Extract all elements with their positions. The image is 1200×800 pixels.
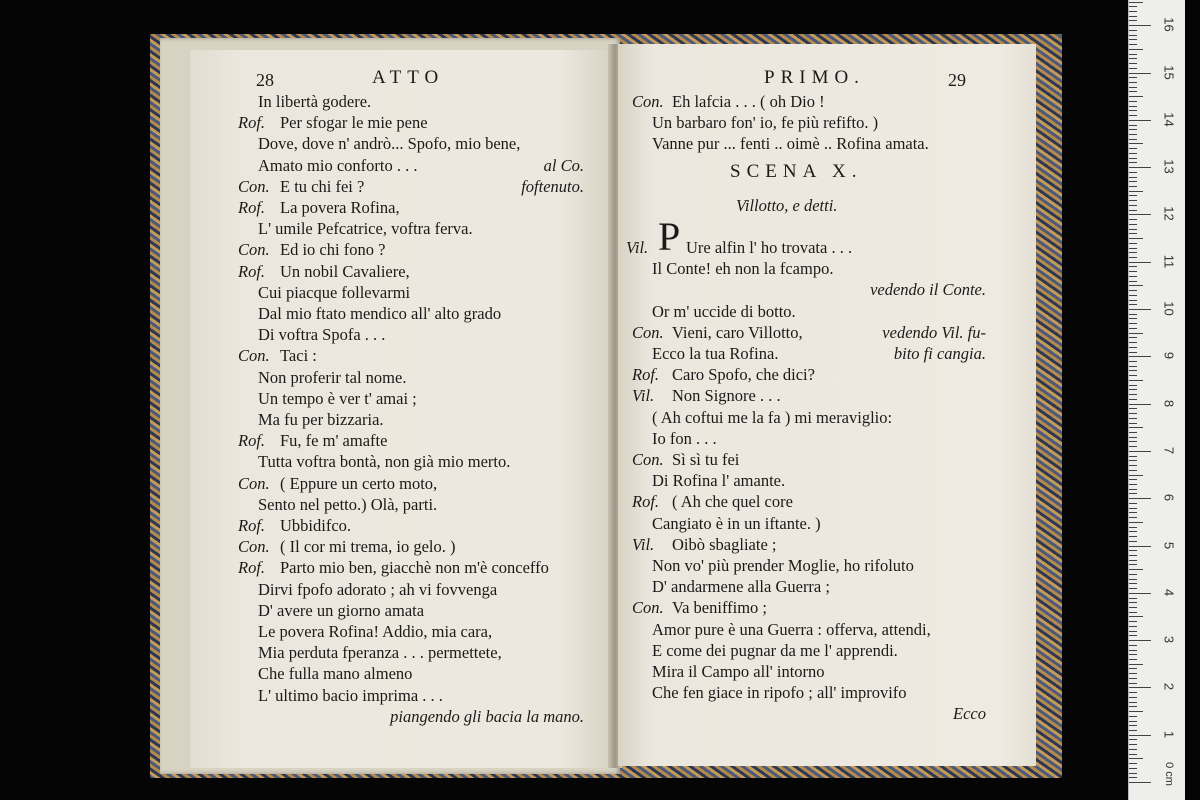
ruler-tick xyxy=(1129,640,1151,641)
ruler-tick xyxy=(1129,58,1137,59)
ruler-tick xyxy=(1129,167,1151,168)
ruler-tick xyxy=(1129,54,1137,55)
ruler-number: 12 xyxy=(1161,206,1177,222)
ruler-tick xyxy=(1129,262,1151,263)
stage-direction: bito fi cangia. xyxy=(893,344,986,363)
ruler-tick xyxy=(1129,423,1137,424)
ruler-tick xyxy=(1129,654,1137,655)
speaker-label: Rof. xyxy=(238,261,266,281)
ruler-tick xyxy=(1129,309,1151,310)
ruler-tick xyxy=(1129,181,1137,182)
text-line: ( Ah che quel core xyxy=(672,492,793,512)
ruler-number: 11 xyxy=(1161,254,1177,268)
ruler-tick xyxy=(1129,517,1137,518)
ruler-tick xyxy=(1129,290,1137,291)
text-line: Cui piacque follevarmi xyxy=(258,282,411,302)
ruler-number: 13 xyxy=(1161,159,1177,174)
ruler-tick xyxy=(1129,139,1137,140)
ruler-tick xyxy=(1129,739,1137,740)
ruler-tick xyxy=(1129,73,1151,74)
speaker-label: Rof. xyxy=(238,113,266,133)
ruler-tick xyxy=(1129,162,1137,163)
ruler-tick xyxy=(1129,233,1137,234)
ruler-tick xyxy=(1129,650,1137,651)
ruler-tick xyxy=(1129,536,1137,537)
page-number-left: 28 xyxy=(256,70,274,90)
ruler-tick xyxy=(1129,195,1137,196)
ruler-tick xyxy=(1129,106,1137,107)
text-line: ( Eppure un certo moto, xyxy=(280,473,438,493)
left-page xyxy=(190,50,610,768)
ruler-tick xyxy=(1129,503,1137,504)
text-line: Io fon . . . xyxy=(652,428,717,448)
speaker-label: Con. xyxy=(238,537,270,557)
text-line: Cangiato è in un iftante. ) xyxy=(652,513,821,533)
ruler-number: 3 xyxy=(1161,635,1177,644)
ruler-tick xyxy=(1129,668,1137,669)
ruler-tick xyxy=(1129,489,1137,490)
ruler-tick xyxy=(1129,205,1137,206)
text-line: L' umile Pefcatrice, voftra ferva. xyxy=(258,219,473,239)
speaker-label: Rof. xyxy=(238,198,266,217)
text-line: Dove, dove n' andrò... Spofo, mio bene, xyxy=(258,134,521,154)
text-line: Vieni, caro Villotto, xyxy=(672,322,803,342)
ruler-tick xyxy=(1129,645,1137,646)
ruler-tick xyxy=(1129,460,1137,461)
ruler-tick xyxy=(1129,437,1137,438)
ruler-tick xyxy=(1129,328,1137,329)
speaker-label: Con. xyxy=(632,92,664,111)
ruler-tick xyxy=(1129,574,1137,575)
ruler-tick xyxy=(1129,427,1143,428)
text-line: In libertà godere. xyxy=(258,92,372,111)
ruler-tick xyxy=(1129,91,1137,92)
speaker-label: Con. xyxy=(632,450,664,469)
speaker-label: Rof. xyxy=(632,492,660,512)
ruler-tick xyxy=(1129,550,1137,551)
ruler-number: 2 xyxy=(1161,683,1177,691)
ruler-tick xyxy=(1129,347,1137,348)
ruler-tick xyxy=(1129,68,1137,69)
speaker-label: Con. xyxy=(238,240,270,260)
speaker-label: Vil. xyxy=(632,534,655,554)
ruler-tick xyxy=(1129,314,1137,315)
ruler-tick xyxy=(1129,172,1137,173)
ruler-tick xyxy=(1129,479,1137,480)
ruler-tick xyxy=(1129,129,1137,130)
ruler-tick xyxy=(1129,120,1151,121)
text-line: E tu chi fei ? xyxy=(280,176,365,196)
speaker-label: Vil. xyxy=(626,238,649,257)
drop-cap: P xyxy=(658,214,681,259)
ruler-tick xyxy=(1129,725,1137,726)
ruler-tick xyxy=(1129,148,1137,149)
ruler-tick xyxy=(1129,200,1137,201)
ruler-tick xyxy=(1129,49,1143,50)
ruler-tick xyxy=(1129,678,1137,679)
ruler-tick xyxy=(1129,607,1137,608)
ruler-tick xyxy=(1129,730,1137,731)
text-line: Ure alfin l' ho trovata . . . xyxy=(686,238,853,257)
text-line: D' andarmene alla Guerra ; xyxy=(652,577,830,597)
running-head-left: ATTO xyxy=(372,67,445,88)
ruler-tick xyxy=(1129,560,1137,561)
ruler-tick xyxy=(1129,380,1143,381)
ruler-tick xyxy=(1129,224,1137,225)
ruler-tick xyxy=(1129,44,1137,45)
ruler-tick xyxy=(1129,522,1143,523)
ruler-tick xyxy=(1129,96,1143,97)
text-line: ( Ah coftui me la fa ) mi meraviglio: xyxy=(652,407,893,427)
ruler-tick xyxy=(1129,664,1143,665)
ruler-tick xyxy=(1129,389,1137,390)
ruler-tick xyxy=(1129,579,1137,580)
ruler-tick xyxy=(1129,356,1151,357)
ruler-tick xyxy=(1129,484,1137,485)
text-line: Un barbaro fon' io, fe più refifto. ) xyxy=(652,113,879,132)
ruler-tick xyxy=(1129,768,1137,769)
ruler-tick xyxy=(1129,191,1143,192)
text-line: E come dei pugnar da me l' apprendi. xyxy=(652,640,898,660)
speaker-label: Con. xyxy=(238,176,270,196)
ruler-tick xyxy=(1129,418,1137,419)
text-line: Che fen giace in ripofo ; all' improvifo xyxy=(652,683,907,703)
ruler-tick xyxy=(1129,721,1137,722)
text-line: Or m' uccide di botto. xyxy=(652,301,796,321)
speaker-label: Con. xyxy=(632,322,664,342)
speaker-label: Con. xyxy=(238,346,270,366)
text-line: D' avere un giorno amata xyxy=(258,600,425,620)
running-head-right: PRIMO. xyxy=(764,67,865,88)
ruler-tick xyxy=(1129,266,1137,267)
text-line: Oibò sbagliate ; xyxy=(672,534,777,554)
ruler-tick xyxy=(1129,702,1137,703)
ruler-tick xyxy=(1129,110,1137,111)
text-line: Ubbidifco. xyxy=(280,516,352,535)
ruler-tick xyxy=(1129,304,1137,305)
ruler-tick xyxy=(1129,276,1137,277)
ruler-tick xyxy=(1129,361,1137,362)
ruler-tick xyxy=(1129,465,1137,466)
ruler-tick xyxy=(1129,186,1137,187)
ruler-tick xyxy=(1129,773,1137,774)
ruler-tick xyxy=(1129,134,1137,135)
ruler-tick xyxy=(1129,621,1137,622)
text-line: Le povera Rofina! Addio, mia cara, xyxy=(258,622,493,641)
ruler-tick xyxy=(1129,16,1137,17)
ruler-tick xyxy=(1129,101,1137,102)
speaker-label: Con. xyxy=(632,598,664,618)
ruler-tick xyxy=(1129,408,1137,409)
ruler-tick xyxy=(1129,531,1137,532)
ruler-tick xyxy=(1129,39,1137,40)
ruler-tick xyxy=(1129,564,1137,565)
text-line: Ed io chi fono ? xyxy=(280,240,386,260)
speaker-label: Rof. xyxy=(238,516,266,535)
ruler-tick xyxy=(1129,716,1137,717)
text-line: Mia perduta fperanza . . . permettete, xyxy=(258,643,502,663)
text-line: Non Signore . . . xyxy=(672,386,781,406)
ruler-tick xyxy=(1129,493,1137,494)
text-line: Amor pure è una Guerra : offerva, attendi, xyxy=(652,619,931,639)
ruler-tick xyxy=(1129,612,1137,613)
ruler-tick xyxy=(1129,153,1137,154)
ruler-tick xyxy=(1129,333,1143,334)
text-line: Taci : xyxy=(280,346,317,366)
stage-direction: vedendo Vil. fu- xyxy=(882,322,986,342)
speaker-label: Rof. xyxy=(238,431,266,451)
ruler-tick xyxy=(1129,370,1137,371)
stage-direction: vedendo il Conte. xyxy=(870,280,986,300)
ruler-number: 15 xyxy=(1161,64,1177,80)
ruler-tick xyxy=(1129,470,1137,471)
text-line: Fu, fe m' amafte xyxy=(280,431,388,451)
text-line: Va beniffimo ; xyxy=(672,598,768,618)
text-line: Vanne pur ... fenti .. oimè .. Rofina amata. xyxy=(652,134,929,153)
ruler-tick xyxy=(1129,744,1137,745)
ruler-tick xyxy=(1129,25,1151,26)
ruler-tick xyxy=(1129,687,1151,688)
ruler-tick xyxy=(1129,20,1137,21)
ruler-tick xyxy=(1129,238,1143,239)
ruler-number: 6 xyxy=(1161,494,1177,502)
ruler-tick xyxy=(1129,588,1137,589)
ruler-tick xyxy=(1129,413,1137,414)
right-page xyxy=(618,44,1036,766)
ruler-unit-label: 0 cm xyxy=(1163,762,1175,786)
ruler-tick xyxy=(1129,697,1137,698)
ruler-tick xyxy=(1129,635,1137,636)
ruler-tick xyxy=(1129,385,1137,386)
ruler-tick xyxy=(1129,257,1137,258)
ruler-tick xyxy=(1129,281,1137,282)
text-line: Tutta voftra bontà, non già mio merto. xyxy=(258,452,511,472)
ruler-tick xyxy=(1129,404,1151,405)
text-line: Non vo' più prender Moglie, ho rifoluto xyxy=(652,556,914,575)
text-line: Che fulla mano almeno xyxy=(258,664,413,684)
ruler-tick xyxy=(1129,782,1151,783)
ruler-tick xyxy=(1129,527,1137,528)
ruler-tick xyxy=(1129,158,1137,159)
ruler-tick xyxy=(1129,229,1137,230)
ruler-tick xyxy=(1129,6,1137,7)
scene-characters: Villotto, e detti. xyxy=(736,196,838,215)
text-line: Un tempo è ver t' amai ; xyxy=(258,388,417,408)
scale-ruler xyxy=(1128,0,1185,800)
ruler-tick xyxy=(1129,271,1137,272)
ruler-tick xyxy=(1129,583,1137,584)
ruler-tick xyxy=(1129,394,1137,395)
ruler-tick xyxy=(1129,77,1137,78)
ruler-tick xyxy=(1129,248,1137,249)
text-line: Per sfogar le mie pene xyxy=(280,113,428,133)
ruler-tick xyxy=(1129,323,1137,324)
ruler-tick xyxy=(1129,441,1137,442)
ruler-tick xyxy=(1129,366,1137,367)
speaker-label: Rof. xyxy=(632,365,660,385)
ruler-tick xyxy=(1129,512,1137,513)
ruler-tick xyxy=(1129,546,1151,547)
ruler-tick xyxy=(1129,82,1137,83)
ruler-tick xyxy=(1129,659,1137,660)
stage-direction: piangendo gli bacia la mano. xyxy=(390,706,584,726)
ruler-tick xyxy=(1129,35,1137,36)
text-line: Non proferir tal nome. xyxy=(258,367,407,387)
text-line: ( Il cor mi trema, io gelo. ) xyxy=(280,537,456,557)
text-line: Di voftra Spofa . . . xyxy=(258,325,386,345)
stage-direction: Ecco xyxy=(953,704,986,724)
ruler-number: 16 xyxy=(1161,17,1177,32)
stage-direction: foftenuto. xyxy=(521,176,584,196)
ruler-tick xyxy=(1129,63,1137,64)
ruler-tick xyxy=(1129,451,1151,452)
ruler-tick xyxy=(1129,631,1137,632)
text-line: La povera Rofina, xyxy=(280,198,400,217)
ruler-number: 9 xyxy=(1161,352,1177,360)
ruler-tick xyxy=(1129,399,1137,400)
ruler-tick xyxy=(1129,352,1137,353)
ruler-tick xyxy=(1129,754,1137,755)
text-line: Un nobil Cavaliere, xyxy=(280,261,410,281)
ruler-tick xyxy=(1129,219,1137,220)
ruler-tick xyxy=(1129,626,1137,627)
ruler-tick xyxy=(1129,432,1137,433)
ruler-number: 14 xyxy=(1161,112,1177,127)
ruler-tick xyxy=(1129,342,1137,343)
ruler-tick xyxy=(1129,375,1137,376)
page-number-right: 29 xyxy=(948,70,966,90)
ruler-tick xyxy=(1129,555,1137,556)
speaker-label: Vil. xyxy=(632,386,655,406)
text-line: Sì sì tu fei xyxy=(672,450,740,469)
text-line: Eh lafcia . . . ( oh Dio ! xyxy=(672,92,825,111)
ruler-tick xyxy=(1129,300,1137,301)
ruler-number: 10 xyxy=(1161,301,1177,316)
ruler-tick xyxy=(1129,125,1137,126)
ruler-tick xyxy=(1129,456,1137,457)
stage-direction: al Co. xyxy=(543,155,584,175)
text-line: Sento nel petto.) Olà, parti. xyxy=(258,494,438,514)
ruler-tick xyxy=(1129,30,1137,31)
ruler-tick xyxy=(1129,683,1137,684)
ruler-tick xyxy=(1129,11,1137,12)
ruler-tick xyxy=(1129,569,1143,570)
text-line: Ecco la tua Rofina. xyxy=(652,344,779,363)
ruler-tick xyxy=(1129,777,1137,778)
ruler-tick xyxy=(1129,475,1143,476)
scene-title: SCENA X. xyxy=(730,161,863,182)
ruler-tick xyxy=(1129,252,1137,253)
ruler-tick xyxy=(1129,446,1137,447)
ruler-tick xyxy=(1129,2,1143,3)
ruler-number: 8 xyxy=(1161,399,1177,407)
ruler-tick xyxy=(1129,598,1137,599)
text-line: Dirvi fpofo adorato ; ah vi fovvenga xyxy=(258,579,498,599)
ruler-tick xyxy=(1129,758,1143,759)
ruler-tick xyxy=(1129,616,1143,617)
ruler-tick xyxy=(1129,318,1137,319)
ruler-tick xyxy=(1129,706,1137,707)
ruler-tick xyxy=(1129,115,1137,116)
ruler-tick xyxy=(1129,285,1143,286)
ruler-tick xyxy=(1129,541,1137,542)
ruler-tick xyxy=(1129,87,1137,88)
ruler-tick xyxy=(1129,673,1137,674)
ruler-number: 1 xyxy=(1161,730,1177,738)
ruler-tick xyxy=(1129,143,1143,144)
ruler-tick xyxy=(1129,295,1137,296)
ruler-tick xyxy=(1129,337,1137,338)
ruler-tick xyxy=(1129,593,1151,594)
ruler-tick xyxy=(1129,735,1151,736)
ruler-tick xyxy=(1129,177,1137,178)
ruler-tick xyxy=(1129,214,1151,215)
text-line: Parto mio ben, giacchè non m'è conceffo xyxy=(280,558,549,578)
speaker-label: Rof. xyxy=(238,558,266,578)
ruler-tick xyxy=(1129,210,1137,211)
text-line: Mira il Campo all' intorno xyxy=(652,662,825,681)
ruler-tick xyxy=(1129,692,1137,693)
ruler-tick xyxy=(1129,243,1137,244)
ruler-number: 5 xyxy=(1161,541,1177,549)
text-line: Ma fu per bizzaria. xyxy=(258,410,384,429)
ruler-tick xyxy=(1129,508,1137,509)
ruler-tick xyxy=(1129,602,1137,603)
text-line: Di Rofina l' amante. xyxy=(652,471,786,491)
text-line: L' ultimo bacio imprima . . . xyxy=(258,685,443,705)
ruler-number: 4 xyxy=(1161,588,1177,596)
text-line: Amato mio conforto . . . xyxy=(258,155,418,175)
ruler-tick xyxy=(1129,763,1137,764)
ruler-number: 7 xyxy=(1161,446,1177,454)
speaker-label: Con. xyxy=(238,473,270,493)
ruler-tick xyxy=(1129,711,1143,712)
text-line: Dal mio ftato mendico all' alto grado xyxy=(258,304,502,323)
ruler-tick xyxy=(1129,498,1151,499)
text-line: Il Conte! eh non la fcampo. xyxy=(652,259,834,279)
ruler-tick xyxy=(1129,749,1137,750)
text-line: Caro Spofo, che dici? xyxy=(672,365,815,385)
